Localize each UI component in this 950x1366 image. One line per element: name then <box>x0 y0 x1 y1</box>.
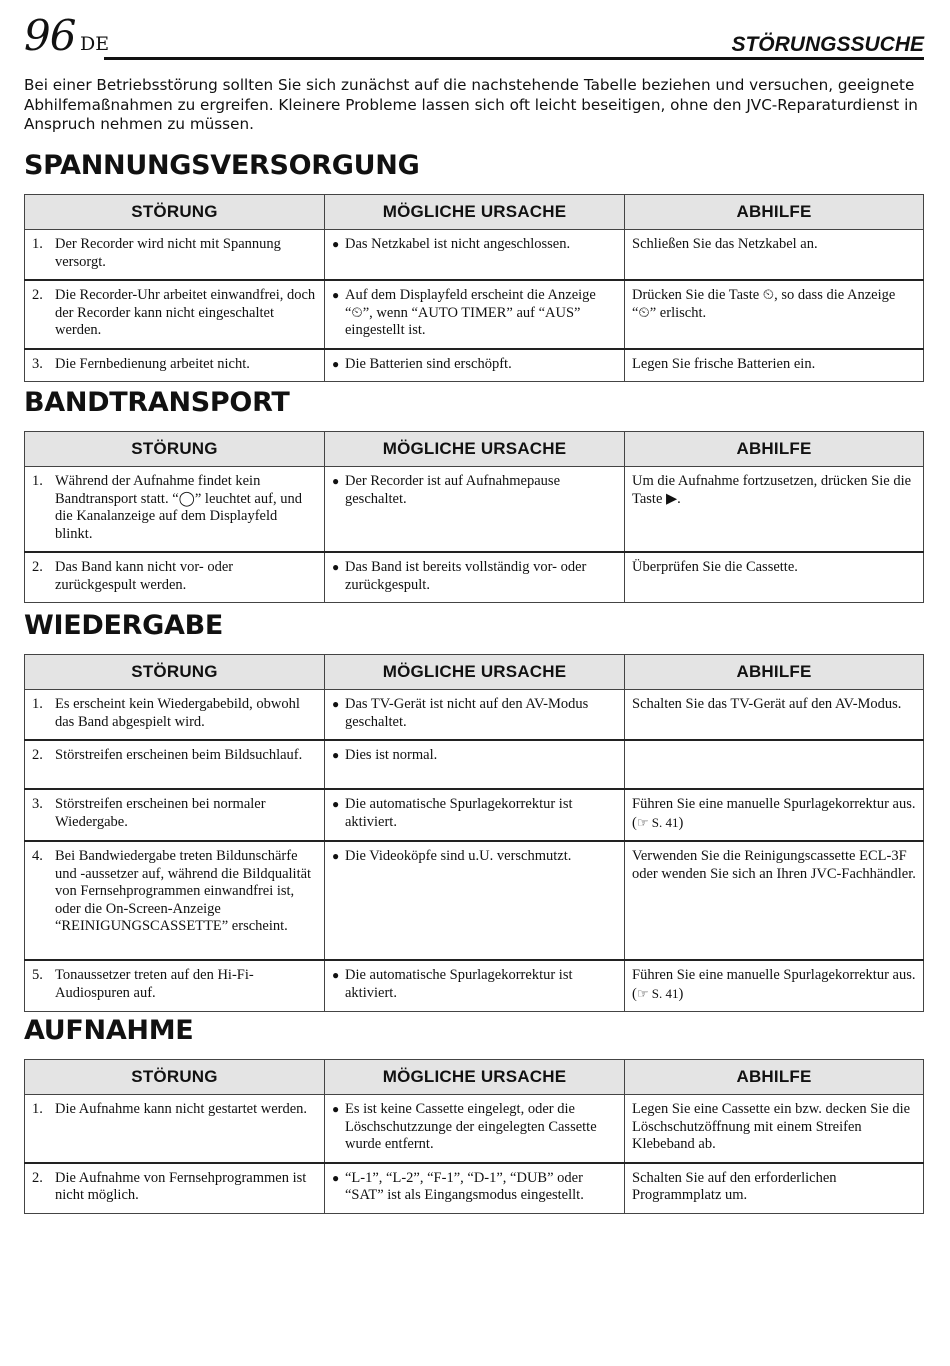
bullet-icon: ● <box>332 849 340 863</box>
remedy-cell <box>625 740 924 789</box>
remedy-text: Drücken Sie die Taste ⏲, so dass die Anzeige “⏲” erlischt. <box>632 287 896 321</box>
problem-text: Es erscheint kein Wiedergabebild, obwohl das Band abgespielt wird. <box>55 696 300 730</box>
page-number: 96 <box>24 11 76 60</box>
bullet-icon: ● <box>332 697 340 711</box>
remedy-text: Schalten Sie das TV-Gerät auf den AV-Modus. <box>632 696 902 712</box>
cause-cell <box>325 349 625 382</box>
intro-paragraph: Bei einer Betriebsstörung sollten Sie sich zunächst auf die nachstehende Tabelle beziehen und versuchen, geeignete Abhilfemaßnahmen zu ergreifen. Kleinere Probleme lassen sich oft leicht beseitigen, ohne den JVC-Reparaturdienst in Anspruch nehmen zu müssen. <box>24 76 918 133</box>
table-header-row <box>25 1060 924 1095</box>
row-number: 2. <box>32 1169 43 1186</box>
table-row <box>25 230 924 281</box>
row-number: 1. <box>32 1101 43 1117</box>
table-row <box>25 1163 924 1214</box>
remedy-text: Um die Aufnahme fortzusetzen, drücken Sie die Taste ▶. <box>632 473 912 507</box>
remedy-cell <box>625 690 924 741</box>
row-number: 3. <box>32 355 43 372</box>
remedy-text: Führen Sie eine manuelle Spurlagekorrektur aus. <box>632 796 916 812</box>
column-header-remedy: ABHILFE <box>625 432 924 467</box>
cause-cell <box>325 280 625 349</box>
table-transport <box>24 431 924 603</box>
problem-cell <box>25 740 325 789</box>
section-title-power: SPANNUNGSVERSORGUNG <box>24 150 420 181</box>
remedy-cell <box>625 841 924 960</box>
cause-text: Dies ist normal. <box>345 747 438 763</box>
section-title-playback: WIEDERGABE <box>24 610 223 641</box>
table-playback <box>24 654 924 1012</box>
problem-cell <box>25 841 325 960</box>
table-header-row <box>25 655 924 690</box>
problem-text: Bei Bandwiedergabe treten Bildunschärfe und -aussetzer auf, während die Bildqualität von Fernsehprogrammen einwandfrei ist, oder die On-Screen-Anzeige “REINIGUNGSCASSETTE” erscheint. <box>55 848 312 934</box>
problem-text: Störstreifen erscheinen beim Bildsuchlauf. <box>55 747 303 763</box>
remedy-cell <box>625 280 924 349</box>
column-header-problem: STÖRUNG <box>25 1060 325 1095</box>
problem-cell <box>25 467 325 553</box>
page-header <box>24 12 924 60</box>
problem-cell <box>25 230 325 281</box>
remedy-cell <box>625 1163 924 1214</box>
problem-text: Das Band kann nicht vor- oder zurückgespult werden. <box>55 559 234 593</box>
cause-text: Die Videoköpfe sind u.U. verschmutzt. <box>345 848 572 864</box>
row-number: 2. <box>32 747 43 763</box>
section-title-recording: AUFNAHME <box>24 1015 194 1046</box>
row-number: 4. <box>32 848 43 864</box>
cause-text: Die Batterien sind erschöpft. <box>345 355 512 372</box>
column-header-remedy: ABHILFE <box>625 1060 924 1095</box>
cause-cell <box>325 740 625 789</box>
column-header-remedy: ABHILFE <box>625 195 924 230</box>
cause-text: Auf dem Displayfeld erscheint die Anzeige “⏲”, wenn “AUTO TIMER” auf “AUS” eingestellt ist. <box>345 287 596 338</box>
problem-cell <box>25 1095 325 1163</box>
header-rule <box>104 57 924 60</box>
cause-text: Das TV-Gerät ist nicht auf den AV-Modus geschaltet. <box>345 696 589 730</box>
bullet-icon: ● <box>332 356 340 371</box>
page-reference: ☞ S. 41 <box>636 814 679 830</box>
problem-cell <box>25 690 325 741</box>
table-header-row <box>25 432 924 467</box>
bullet-icon: ● <box>332 237 340 251</box>
problem-cell <box>25 349 325 382</box>
page-language: DE <box>80 33 110 55</box>
table-row <box>25 467 924 553</box>
cause-cell <box>325 467 625 553</box>
table-power <box>24 194 924 382</box>
cause-text: “L-1”, “L-2”, “F-1”, “D-1”, “DUB” oder “SAT” ist als Eingangsmodus eingestellt. <box>345 1169 584 1203</box>
bullet-icon: ● <box>332 474 340 488</box>
row-number: 3. <box>32 796 43 812</box>
table-row <box>25 349 924 382</box>
column-header-problem: STÖRUNG <box>25 655 325 690</box>
cause-cell <box>325 1095 625 1163</box>
remedy-text: Führen Sie eine manuelle Spurlagekorrektur aus. <box>632 967 916 983</box>
cause-text: Der Recorder ist auf Aufnahmepause geschaltet. <box>345 473 561 507</box>
cause-text: Das Netzkabel ist nicht angeschlossen. <box>345 236 571 252</box>
problem-text: Die Aufnahme kann nicht gestartet werden. <box>55 1101 308 1117</box>
cause-text: Es ist keine Cassette eingelegt, oder die Löschschutzzunge der eingelegten Cassette wurde entfernt. <box>345 1101 597 1152</box>
remedy-text: Verwenden Sie die Reinigungscassette ECL-3F oder wenden Sie sich an Ihren JVC-Fachhändler. <box>632 848 916 882</box>
remedy-cell <box>625 230 924 281</box>
problem-text: Die Fernbedienung arbeitet nicht. <box>55 355 250 372</box>
table-row <box>25 690 924 741</box>
table-row <box>25 1095 924 1163</box>
page-reference: ☞ S. 41 <box>636 985 679 1001</box>
problem-text: Die Recorder-Uhr arbeitet einwandfrei, doch der Recorder kann nicht eingeschaltet werden. <box>55 287 316 338</box>
row-number: 5. <box>32 967 43 983</box>
bullet-icon: ● <box>332 1170 340 1185</box>
column-header-cause: MÖGLICHE URSACHE <box>325 1060 625 1095</box>
remedy-cell <box>625 349 924 382</box>
page-heading: STÖRUNGSSUCHE <box>731 33 924 56</box>
cause-cell <box>325 230 625 281</box>
cause-cell <box>325 960 625 1012</box>
table-row <box>25 280 924 349</box>
remedy-cell: Führen Sie eine manuelle Spurlagekorrektur aus. (☞ S. 41) <box>625 789 924 841</box>
cause-cell <box>325 789 625 841</box>
table-row <box>25 740 924 789</box>
remedy-cell <box>625 467 924 553</box>
problem-cell <box>25 280 325 349</box>
bullet-icon: ● <box>332 748 340 762</box>
problem-cell <box>25 552 325 603</box>
table-header-row <box>25 195 924 230</box>
problem-text: Tonaussetzer treten auf den Hi-Fi-Audiospuren auf. <box>55 967 254 1001</box>
cause-text: Das Band ist bereits vollständig vor- oder zurückgespult. <box>345 559 587 593</box>
column-header-cause: MÖGLICHE URSACHE <box>325 432 625 467</box>
row-number: 1. <box>32 236 43 252</box>
column-header-cause: MÖGLICHE URSACHE <box>325 655 625 690</box>
column-header-remedy: ABHILFE <box>625 655 924 690</box>
table-row <box>25 789 924 841</box>
table-row <box>25 552 924 603</box>
column-header-cause: MÖGLICHE URSACHE <box>325 195 625 230</box>
remedy-text: Schalten Sie auf den erforderlichen Programmplatz um. <box>632 1169 837 1203</box>
remedy-text: Legen Sie frische Batterien ein. <box>632 355 816 372</box>
cause-text: Die automatische Spurlagekorrektur ist aktiviert. <box>345 796 573 830</box>
row-number: 2. <box>32 287 43 303</box>
remedy-text: Schließen Sie das Netzkabel an. <box>632 236 818 252</box>
cause-cell <box>325 552 625 603</box>
problem-cell <box>25 960 325 1012</box>
cause-cell <box>325 1163 625 1214</box>
remedy-text: Legen Sie eine Cassette ein bzw. decken Sie die Löschschutzöffnung mit einem Streifen Klebeband ab. <box>632 1101 911 1152</box>
table-recording <box>24 1059 924 1214</box>
remedy-cell <box>625 552 924 603</box>
problem-text: Die Aufnahme von Fernsehprogrammen ist nicht möglich. <box>55 1169 307 1203</box>
remedy-cell <box>625 1095 924 1163</box>
cause-cell <box>325 690 625 741</box>
problem-text: Der Recorder wird nicht mit Spannung versorgt. <box>55 236 281 270</box>
table-row <box>25 960 924 1012</box>
cause-text: Die automatische Spurlagekorrektur ist aktiviert. <box>345 967 573 1001</box>
bullet-icon: ● <box>332 968 340 982</box>
cause-cell <box>325 841 625 960</box>
bullet-icon: ● <box>332 288 340 302</box>
column-header-problem: STÖRUNG <box>25 195 325 230</box>
row-number: 1. <box>32 696 43 712</box>
bullet-icon: ● <box>332 560 340 574</box>
remedy-text: Überprüfen Sie die Cassette. <box>632 559 798 575</box>
bullet-icon: ● <box>332 797 340 811</box>
section-title-transport: BANDTRANSPORT <box>24 387 290 418</box>
problem-cell <box>25 1163 325 1214</box>
row-number: 2. <box>32 559 43 575</box>
row-number: 1. <box>32 473 43 489</box>
problem-cell <box>25 789 325 841</box>
problem-text: Während der Aufnahme findet kein Bandtransport statt. “◯” leuchtet auf, und die Kanalanzeige auf dem Displayfeld blinkt. <box>55 473 302 542</box>
table-row <box>25 841 924 960</box>
column-header-problem: STÖRUNG <box>25 432 325 467</box>
problem-text: Störstreifen erscheinen bei normaler Wiedergabe. <box>55 796 266 830</box>
remedy-cell: Führen Sie eine manuelle Spurlagekorrektur aus. (☞ S. 41) <box>625 960 924 1012</box>
bullet-icon: ● <box>332 1102 340 1116</box>
